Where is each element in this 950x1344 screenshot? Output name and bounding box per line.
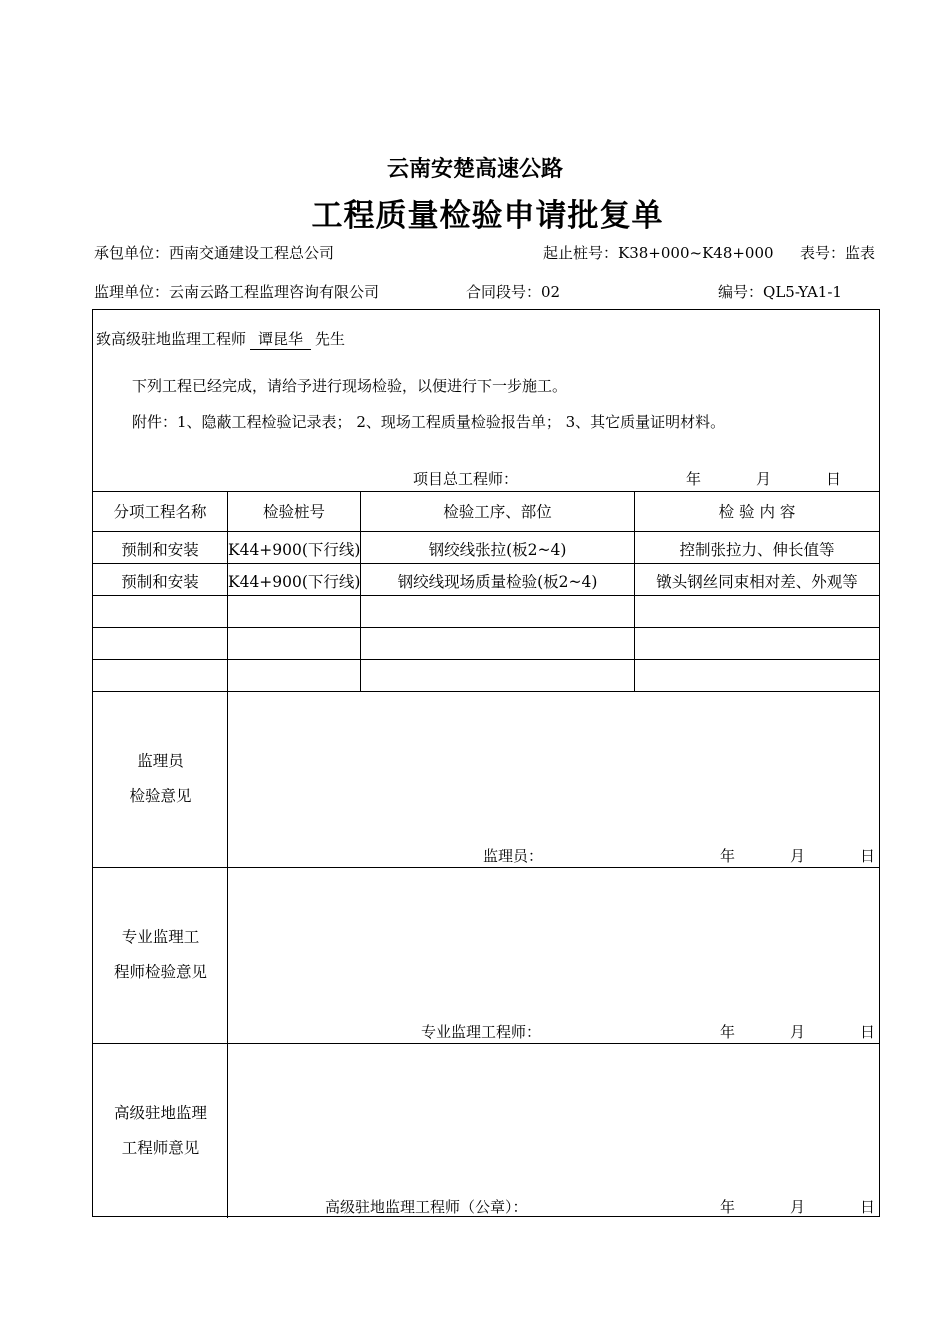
form-no-value: 监表: [845, 244, 876, 262]
opinion-divider: [93, 1043, 879, 1044]
letter-day: 日: [826, 470, 842, 488]
table-row-2-process: 钢绞线现场质量检验(板2~4): [397, 573, 598, 591]
document-title-line2: 工程质量检验申请批复单: [311, 198, 664, 234]
resident-opinion-label: [93, 1096, 228, 1166]
letter-year: 年: [686, 470, 702, 488]
letter-month: 月: [756, 470, 772, 488]
specialist-opinion-label-line1: 专业监理工: [121, 928, 200, 946]
addressee-suffix: 先生: [315, 330, 346, 348]
row-divider: [93, 595, 879, 596]
specialist-day: 日: [860, 1023, 876, 1041]
inspection-form: [92, 309, 880, 1217]
contract-section-field: [466, 281, 560, 302]
contractor-label: 承包单位：: [94, 244, 170, 262]
inspector-year: 年: [720, 847, 736, 865]
inspector-opinion-label: [93, 744, 228, 814]
table-row-1-content: 控制张拉力、伸长值等: [679, 541, 835, 559]
supervisor-label: 监理单位：: [94, 283, 170, 301]
serial-label: 编号：: [718, 283, 764, 301]
addressee-line: [96, 328, 345, 350]
specialist-sign-label: 专业监理工程师：: [421, 1023, 542, 1041]
attachments-line: 附件：1、隐蔽工程检验记录表； 2、现场工程质量检验报告单； 3、其它质量证明材料。: [132, 413, 726, 431]
contract-section-label: 合同段号：: [466, 283, 542, 301]
serial-value: QL5-YA1-1: [763, 283, 842, 301]
engineer-name: 谭昆华: [250, 328, 311, 350]
row-divider: [93, 659, 879, 660]
resident-month: 月: [790, 1198, 806, 1216]
specialist-opinion-label: [93, 920, 228, 990]
table-row-2-content: 镦头钢丝同束相对差、外观等: [656, 573, 858, 591]
document-title-line1: 云南安楚高速公路: [386, 157, 563, 182]
resident-opinion-label-line1: 高级驻地监理: [113, 1104, 207, 1122]
inspector-opinion-label-line2: 检验意见: [129, 787, 192, 805]
row-divider: [93, 531, 879, 532]
table-row-1-stake: K44+900(下行线): [228, 541, 360, 559]
stake-range-value: K38+000~K48+000: [618, 244, 774, 262]
header-stake: 检验桩号: [262, 503, 325, 521]
inspector-month: 月: [790, 847, 806, 865]
table-row-1-process: 钢绞线张拉(板2~4): [428, 541, 567, 559]
table-top-line: [93, 491, 879, 492]
serial-field: [718, 281, 842, 302]
table-row-2-item: 预制和安装: [121, 573, 199, 591]
resident-year: 年: [720, 1198, 736, 1216]
inspector-sign-label: 监理员：: [483, 847, 544, 865]
chief-engineer-sign-label: 项目总工程师：: [413, 470, 519, 488]
resident-day: 日: [860, 1198, 876, 1216]
request-body: 下列工程已经完成，请给予进行现场检验，以便进行下一步施工。: [132, 377, 568, 395]
contract-section-value: 02: [541, 283, 561, 301]
table-row-2-stake: K44+900(下行线): [228, 573, 360, 591]
header-item-name: 分项工程名称: [113, 503, 207, 521]
specialist-opinion-label-line2: 程师检验意见: [113, 963, 207, 981]
contractor-field: [94, 242, 334, 263]
resident-sign-label: 高级驻地监理工程师（公章）：: [325, 1198, 528, 1216]
supervisor-field: [94, 281, 379, 302]
stake-range-field: [543, 242, 774, 263]
resident-opinion-label-line2: 工程师意见: [121, 1139, 200, 1157]
row-divider: [93, 563, 879, 564]
inspector-day: 日: [860, 847, 876, 865]
form-no-label: 表号：: [800, 244, 846, 262]
header-process: 检验工序、部位: [443, 503, 552, 521]
specialist-month: 月: [790, 1023, 806, 1041]
opinion-divider: [93, 867, 879, 868]
inspector-opinion-label-line1: 监理员: [137, 752, 184, 770]
row-divider: [93, 627, 879, 628]
table-row-1-item: 预制和安装: [121, 541, 199, 559]
stake-range-label: 起止桩号：: [543, 244, 619, 262]
addressee-prefix: 致高级驻地监理工程师: [96, 330, 247, 348]
table-bottom-line: [93, 691, 879, 692]
specialist-year: 年: [720, 1023, 736, 1041]
form-no-field: [800, 242, 883, 263]
contractor-value: 西南交通建设工程总公司: [169, 244, 335, 262]
supervisor-value: 云南云路工程监理咨询有限公司: [169, 283, 380, 301]
header-content: 检 验 内 容: [718, 503, 796, 521]
